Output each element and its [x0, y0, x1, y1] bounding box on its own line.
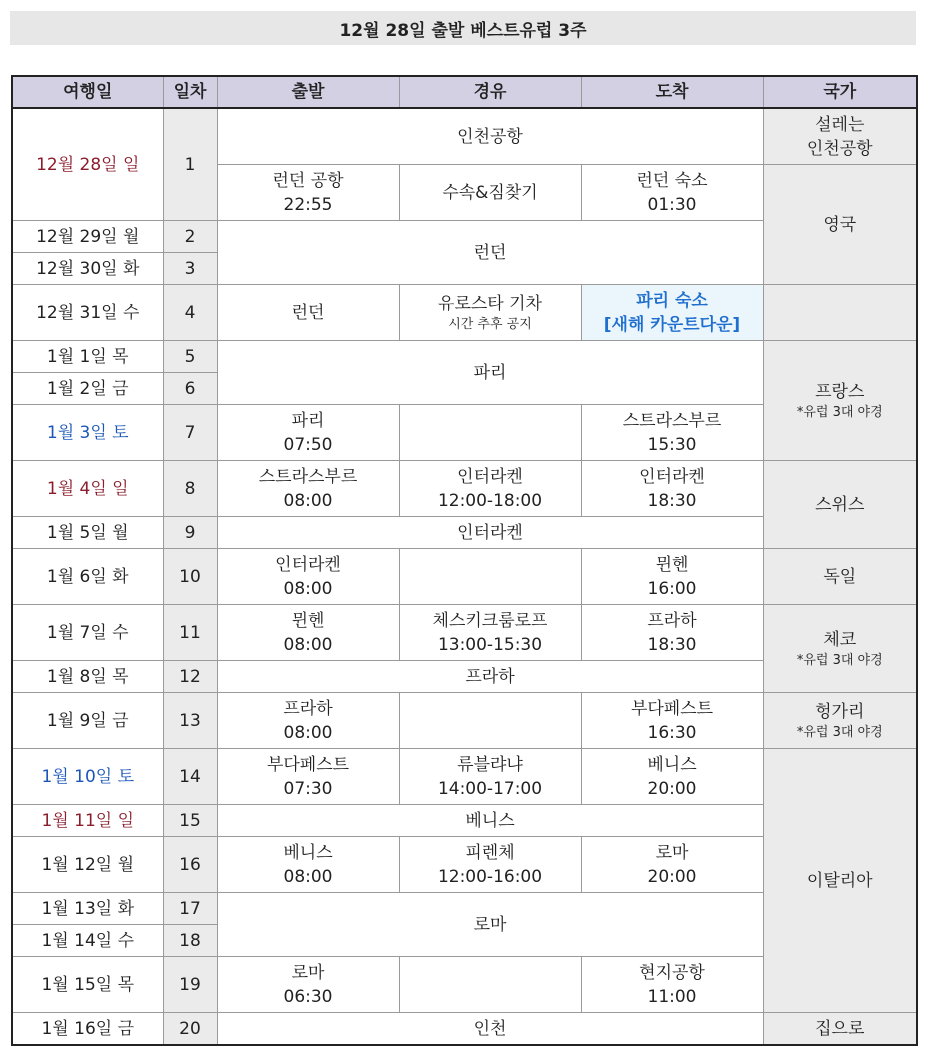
arrive-time: 01:30: [647, 194, 697, 215]
depart-cell: [217, 549, 399, 605]
day-cell: 12: [163, 661, 217, 693]
table-row: [12, 341, 917, 373]
table-row: [12, 285, 917, 341]
header-via: 경유: [399, 76, 581, 108]
date-cell: 1월 6일 화: [12, 549, 163, 605]
arrive-cell: [581, 837, 763, 893]
arrive-cell: [581, 957, 763, 1013]
country-name: 체코: [823, 630, 857, 650]
via-time: 14:00-17:00: [437, 778, 543, 799]
day-cell: 11: [163, 605, 217, 661]
date-cell: 1월 2일 금: [12, 373, 163, 405]
header-depart: 출발: [217, 76, 399, 108]
arrive-place: 현지공항: [639, 962, 705, 983]
header-arrive: 도착: [581, 76, 763, 108]
depart-time: 08:00: [283, 866, 333, 887]
day-cell: 14: [163, 749, 217, 805]
country-line: 인천공항: [806, 138, 873, 159]
depart-place: 베니스: [283, 842, 333, 863]
location-span-cell: 런던: [217, 221, 763, 285]
country-cell: 스위스: [763, 461, 917, 549]
location-span-cell: 파리: [217, 341, 763, 405]
via-cell-empty: [399, 693, 581, 749]
depart-cell: [217, 957, 399, 1013]
table-row: [12, 605, 917, 661]
location-span-cell: 로마: [217, 893, 763, 957]
arrive-time: 11:00: [647, 986, 697, 1007]
day-cell: 5: [163, 341, 217, 373]
arrive-cell: [581, 165, 763, 221]
arrive-time: 18:30: [647, 634, 697, 655]
depart-place: 파리: [291, 410, 325, 431]
date-cell: 1월 8일 목: [12, 661, 163, 693]
date-cell: 12월 28일 일: [12, 108, 163, 221]
day-cell: 1: [163, 108, 217, 221]
arrive-cell-highlight: [581, 285, 763, 341]
arrive-place: 로마: [655, 842, 689, 863]
via-cell: [399, 605, 581, 661]
via-cell: 수속&짐찾기: [399, 165, 581, 221]
country-cell-empty: [763, 285, 917, 341]
country-cell: [763, 693, 917, 749]
location-span-cell: 프라하: [217, 661, 763, 693]
via-cell-empty: [399, 405, 581, 461]
page-title: 12월 28일 출발 베스트유럽 3주: [10, 11, 916, 45]
country-cell: 독일: [763, 549, 917, 605]
arrive-time: 20:00: [647, 866, 697, 887]
table-row: [12, 549, 917, 605]
day-cell: 2: [163, 221, 217, 253]
via-cell: [399, 461, 581, 517]
day-cell: 10: [163, 549, 217, 605]
day-cell: 9: [163, 517, 217, 549]
depart-cell: [217, 165, 399, 221]
day-cell: 20: [163, 1013, 217, 1046]
table-row: [12, 108, 917, 165]
depart-time: 08:00: [283, 634, 333, 655]
depart-cell: [217, 405, 399, 461]
date-cell: 1월 9일 금: [12, 693, 163, 749]
arrive-place: 베니스: [647, 754, 697, 775]
depart-place: 스트라스부르: [258, 466, 358, 487]
itinerary-table: [11, 75, 918, 1046]
depart-place: 부다페스트: [266, 754, 350, 775]
country-cell: 이탈리아: [763, 749, 917, 1013]
arrive-place: 파리 숙소: [636, 290, 708, 311]
arrive-cell: [581, 461, 763, 517]
date-cell: 1월 13일 화: [12, 893, 163, 925]
header-date: 여행일: [12, 76, 163, 108]
date-cell: 1월 1일 목: [12, 341, 163, 373]
arrive-note: [새해 카운트다운]: [603, 314, 741, 335]
via-cell-empty: [399, 957, 581, 1013]
header-day: 일차: [163, 76, 217, 108]
depart-cell: [217, 693, 399, 749]
depart-time: 08:00: [283, 578, 333, 599]
arrive-cell: [581, 605, 763, 661]
arrive-time: 16:00: [647, 578, 697, 599]
depart-time: 07:50: [283, 434, 333, 455]
country-cell: [763, 605, 917, 693]
via-cell: [399, 285, 581, 341]
location-span-cell: 인천: [217, 1013, 763, 1046]
country-cell: 집으로: [763, 1013, 917, 1046]
depart-cell: [217, 837, 399, 893]
arrive-place: 스트라스부르: [622, 410, 722, 431]
location-span-cell: 인천공항: [217, 108, 763, 165]
depart-time: 06:30: [283, 986, 333, 1007]
via-time: 12:00-18:00: [437, 490, 543, 511]
depart-place: 프라하: [283, 698, 333, 719]
arrive-time: 18:30: [647, 490, 697, 511]
day-cell: 17: [163, 893, 217, 925]
via-place: 피렌체: [465, 842, 515, 863]
table-row: [12, 693, 917, 749]
day-cell: 4: [163, 285, 217, 341]
date-cell: 1월 4일 일: [12, 461, 163, 517]
arrive-place: 부다페스트: [630, 698, 714, 719]
day-cell: 6: [163, 373, 217, 405]
arrive-cell: [581, 549, 763, 605]
date-cell: 12월 30일 화: [12, 253, 163, 285]
depart-time: 07:30: [283, 778, 333, 799]
date-cell: 1월 7일 수: [12, 605, 163, 661]
country-name: 프랑스: [815, 382, 865, 402]
via-place: 류블랴냐: [457, 754, 523, 775]
date-cell: 1월 16일 금: [12, 1013, 163, 1046]
via-place: 유로스타 기차: [438, 294, 542, 314]
day-cell: 18: [163, 925, 217, 957]
table-row: [12, 1013, 917, 1046]
arrive-place: 인터라켄: [639, 466, 705, 487]
country-note: *유럽 3대 야경: [796, 725, 883, 740]
arrive-place: 프라하: [647, 610, 697, 631]
depart-cell: [217, 605, 399, 661]
arrive-cell: [581, 693, 763, 749]
arrive-time: 15:30: [647, 434, 697, 455]
day-cell: 13: [163, 693, 217, 749]
arrive-cell: [581, 405, 763, 461]
date-cell: 1월 3일 토: [12, 405, 163, 461]
date-cell: 12월 29일 월: [12, 221, 163, 253]
location-span-cell: 인터라켄: [217, 517, 763, 549]
country-name: 헝가리: [815, 702, 865, 722]
depart-time: 08:00: [283, 722, 333, 743]
day-cell: 19: [163, 957, 217, 1013]
day-cell: 8: [163, 461, 217, 517]
depart-place: 인터라켄: [275, 554, 341, 575]
date-cell: 1월 14일 수: [12, 925, 163, 957]
depart-cell: [217, 749, 399, 805]
date-cell: 12월 31일 수: [12, 285, 163, 341]
day-cell: 15: [163, 805, 217, 837]
via-note: 시간 추후 공지: [448, 317, 532, 332]
location-span-cell: 베니스: [217, 805, 763, 837]
via-time: 13:00-15:30: [437, 634, 543, 655]
country-line: 설레는: [815, 114, 865, 135]
via-cell: [399, 749, 581, 805]
depart-time: 08:00: [283, 490, 333, 511]
depart-time: 22:55: [283, 194, 333, 215]
arrive-time: 16:30: [647, 722, 697, 743]
depart-cell: [217, 461, 399, 517]
via-time: 12:00-16:00: [437, 866, 543, 887]
arrive-cell: [581, 749, 763, 805]
depart-place: 로마: [291, 962, 325, 983]
country-cell: [763, 108, 917, 165]
via-place: 인터라켄: [457, 466, 523, 487]
table-header-row: [12, 76, 917, 108]
via-place: 체스키크룸로프: [432, 610, 548, 631]
day-cell: 7: [163, 405, 217, 461]
country-cell: [763, 341, 917, 461]
arrive-place: 뮌헨: [655, 554, 689, 575]
day-cell: 16: [163, 837, 217, 893]
via-cell-empty: [399, 549, 581, 605]
depart-place: 뮌헨: [291, 610, 325, 631]
table-row: [12, 461, 917, 517]
header-country: 국가: [763, 76, 917, 108]
country-note: *유럽 3대 야경: [796, 405, 883, 420]
country-note: *유럽 3대 야경: [796, 653, 883, 668]
table-row: [12, 749, 917, 805]
via-cell: [399, 837, 581, 893]
date-cell: 1월 5일 월: [12, 517, 163, 549]
depart-place: 런던 공항: [272, 170, 344, 191]
date-cell: 1월 11일 일: [12, 805, 163, 837]
date-cell: 1월 10일 토: [12, 749, 163, 805]
depart-cell: 런던: [217, 285, 399, 341]
date-cell: 1월 15일 목: [12, 957, 163, 1013]
day-cell: 3: [163, 253, 217, 285]
country-cell: 영국: [763, 165, 917, 285]
date-cell: 1월 12일 월: [12, 837, 163, 893]
arrive-place: 런던 숙소: [636, 170, 708, 191]
arrive-time: 20:00: [647, 778, 697, 799]
